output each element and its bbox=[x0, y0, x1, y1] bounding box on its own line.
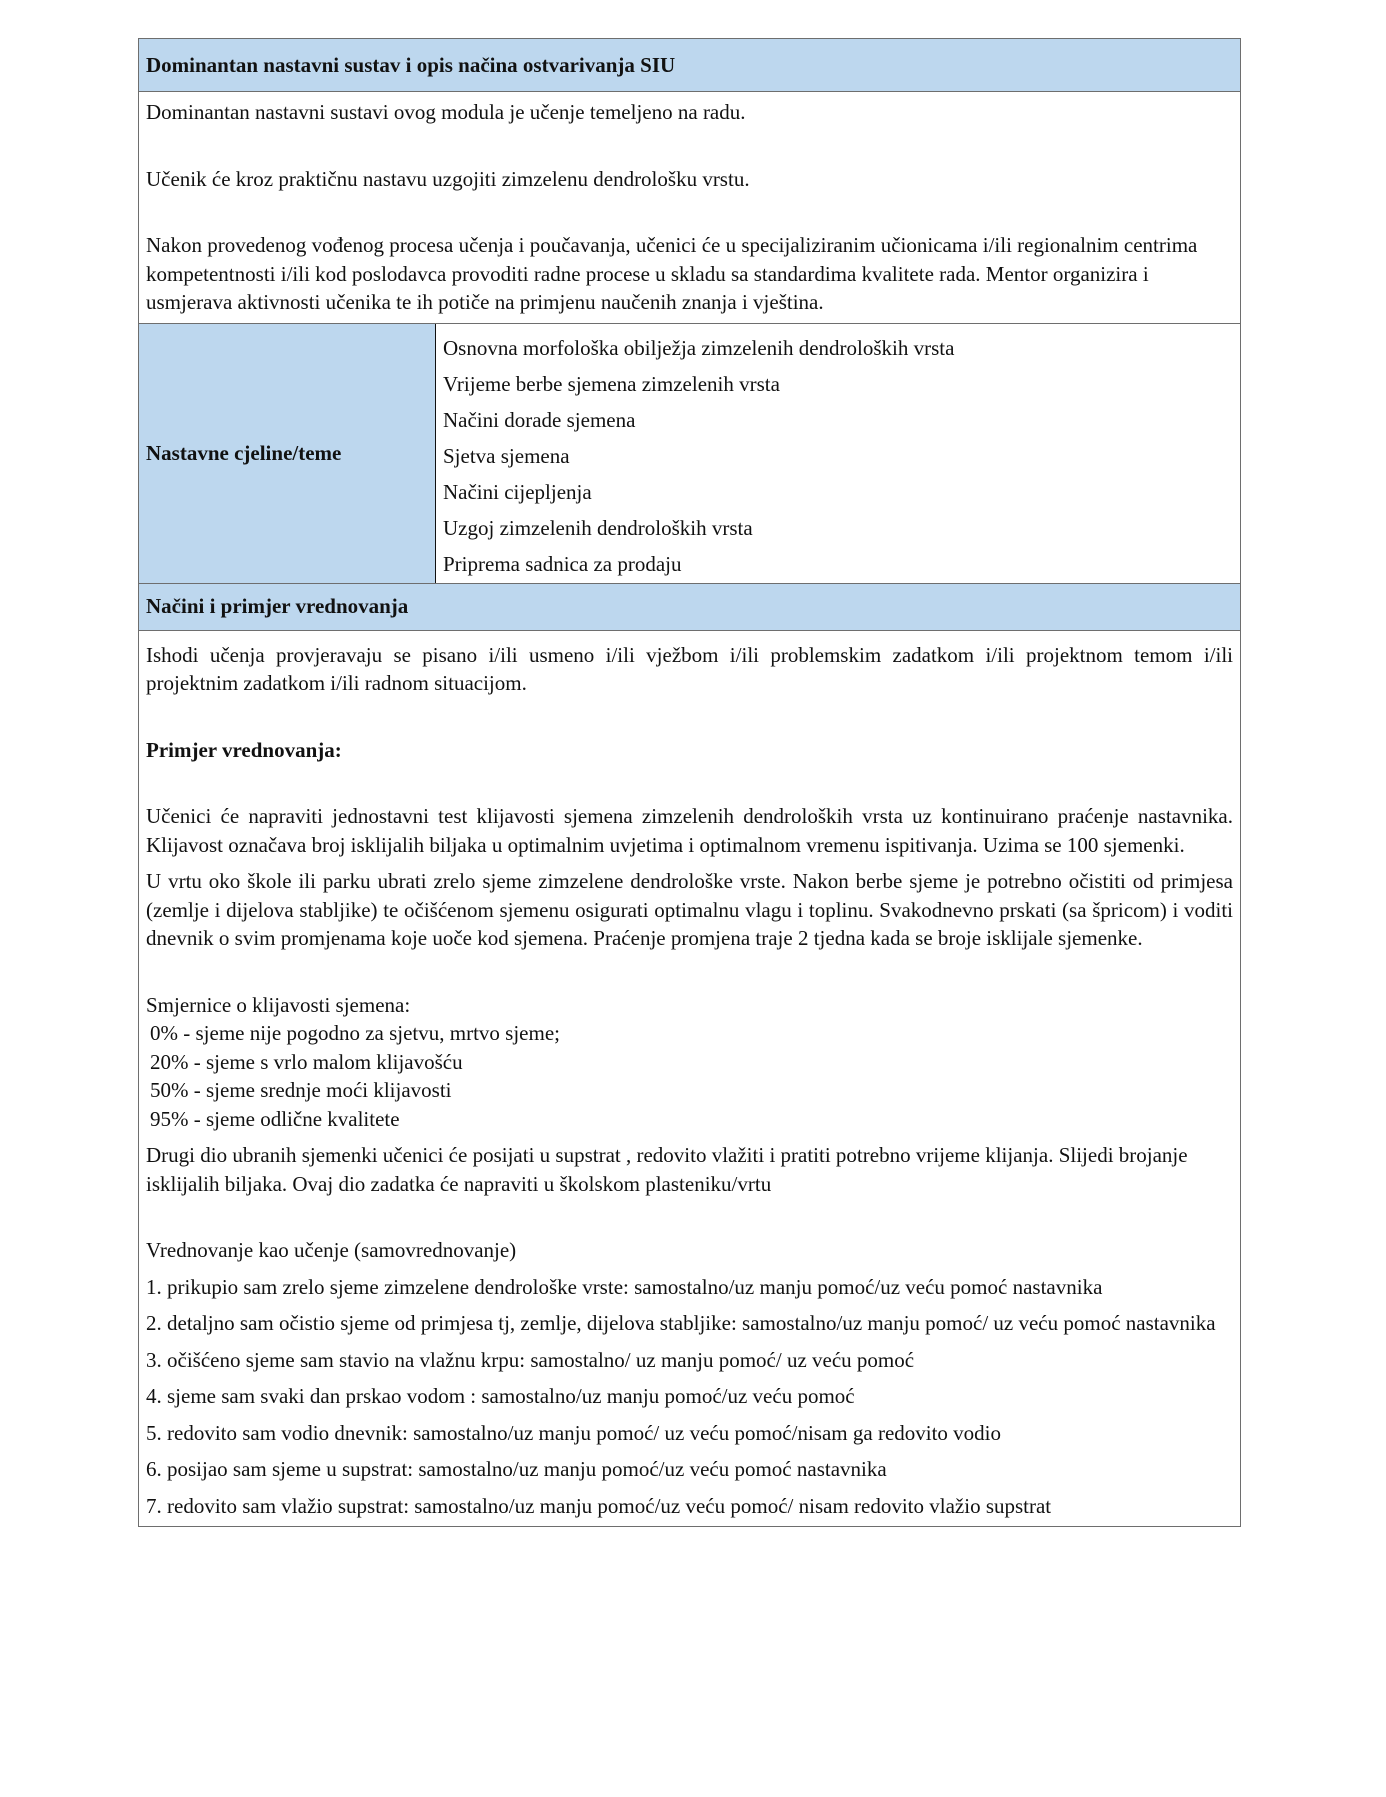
guideline-item: 0% - sjeme nije pogodno za sjetvu, mrtvo sjeme; bbox=[150, 1021, 560, 1045]
topics-list bbox=[436, 324, 1240, 583]
example-paragraph: Učenici će napraviti jednostavni test klijavosti sjemena zimzelenih dendroloških vrsta uz kontinuirano praćenje nastavnika. Klijavost označava broj isklijalih biljaka u optimalnim uvjetima i optimalnom vremenu ispitivanja. Uzima se 100 sjemenki. bbox=[146, 804, 1233, 857]
self-evaluation-item: 5. redovito sam vodio dnevnik: samostalno/uz manju pomoć/ uz veću pomoć/nisam ga redovito vodio bbox=[146, 1420, 1002, 1445]
self-evaluation-item: 1. prikupio sam zrelo sjeme zimzelene dendrološke vrste: samostalno/uz manju pomoć/uz veću pomoć nastavnika bbox=[146, 1274, 1103, 1299]
self-evaluation-title: Vrednovanje kao učenje (samovrednovanje) bbox=[146, 1238, 517, 1262]
self-evaluation-item: 7. redovito sam vlažio supstrat: samostalno/uz manju pomoć/uz veću pomoć/ nisam redovito vlažio supstrat bbox=[146, 1493, 1052, 1518]
self-evaluation-item: 3. očišćeno sjeme sam stavio na vlažnu krpu: samostalno/ uz manju pomoć/ uz veću pomoć bbox=[146, 1347, 915, 1372]
section-header-evaluation bbox=[139, 584, 1240, 631]
topic-item: Priprema sadnica za prodaju bbox=[443, 551, 682, 576]
topic-item: Osnovna morfološka obilježja zimzelenih dendroloških vrsta bbox=[443, 335, 955, 360]
self-evaluation-item: 2. detaljno sam očistio sjeme od primjesa tj, zemlje, dijelova stabljike: samostalno/uz manju pomoć/ uz veću pomoć nastavnika bbox=[146, 1311, 1216, 1335]
topics-row bbox=[139, 324, 1240, 584]
example-paragraph: U vrtu oko škole ili parku ubrati zrelo sjeme zimzelene dendrološke vrste. Nakon berbe sjeme je potrebno očistiti od primjesa (zemlje i dijelova stabljike) te očišćenom sjemenu osigurati optimalnu vlagu i toplinu. Svakodnevno prskati (sa špricom) i voditi dnevnik o svim promjenama koje uoče kod sjemena. Praćenje promjena traje 2 tjedna kada se broje isklijale sjemenke. bbox=[146, 869, 1233, 950]
evaluation-content bbox=[139, 631, 1240, 1527]
self-evaluation-item: 6. posijao sam sjeme u supstrat: samostalno/uz manju pomoć/uz veću pomoć nastavnika bbox=[146, 1457, 887, 1481]
teaching-system-description bbox=[139, 92, 1240, 324]
evaluation-intro: Ishodi učenja provjeravaju se pisano i/ili usmeno i/ili vježbom i/ili problemskim zadatkom i/ili projektnom temom i/ili projektnim zadatkom i/ili radnom situacijom. bbox=[146, 642, 1233, 695]
example-paragraph: Drugi dio ubranih sjemenki učenici će posijati u supstrat , redovito vlažiti i pratiti potrebno vrijeme klijanja. Slijedi brojanje isklijalih biljaka. Ovaj dio zadatka će napraviti u školskom plasteniku/vrtu bbox=[146, 1143, 1188, 1196]
topic-item: Sjetva sjemena bbox=[443, 443, 570, 468]
paragraph: Nakon provedenog vođenog procesa učenja i poučavanja, učenici će u specijaliziranim učionicama i/ili regionalnim centrima kompetentnosti i/ili kod poslodavca provoditi radne procese u skladu sa standardima kvalitete rada. Mentor organizira i usmjerava aktivnosti učenika te ih potiče na primjenu naučenih znanja i vještina. bbox=[146, 233, 1198, 314]
section-title: Načini i primjer vrednovanja bbox=[146, 594, 409, 618]
section-header-teaching-system bbox=[139, 39, 1240, 92]
guideline-item: 50% - sjeme srednje moći klijavosti bbox=[150, 1078, 452, 1102]
paragraph: Dominantan nastavni sustavi ovog modula je učenje temeljeno na radu. bbox=[146, 100, 746, 124]
module-table bbox=[138, 38, 1241, 1527]
example-heading: Primjer vrednovanja: bbox=[146, 737, 342, 762]
topic-item: Načini cijepljenja bbox=[443, 479, 592, 504]
guideline-item: 20% - sjeme s vrlo malom klijavošću bbox=[150, 1049, 463, 1074]
self-evaluation-item: 4. sjeme sam svaki dan prskao vodom : samostalno/uz manju pomoć/uz veću pomoć bbox=[146, 1384, 855, 1408]
topic-item: Vrijeme berbe sjemena zimzelenih vrsta bbox=[443, 371, 780, 396]
topics-label: Nastavne cjeline/teme bbox=[139, 324, 436, 583]
topic-item: Načini dorade sjemena bbox=[443, 407, 636, 432]
guidelines-title: Smjernice o klijavosti sjemena: bbox=[146, 992, 411, 1017]
topic-item: Uzgoj zimzelenih dendroloških vrsta bbox=[443, 515, 753, 540]
guideline-item: 95% - sjeme odlične kvalitete bbox=[150, 1106, 400, 1131]
paragraph: Učenik će kroz praktičnu nastavu uzgojiti zimzelenu dendrološku vrstu. bbox=[146, 166, 750, 191]
section-title: Dominantan nastavni sustav i opis načina ostvarivanja SIU bbox=[146, 52, 676, 77]
